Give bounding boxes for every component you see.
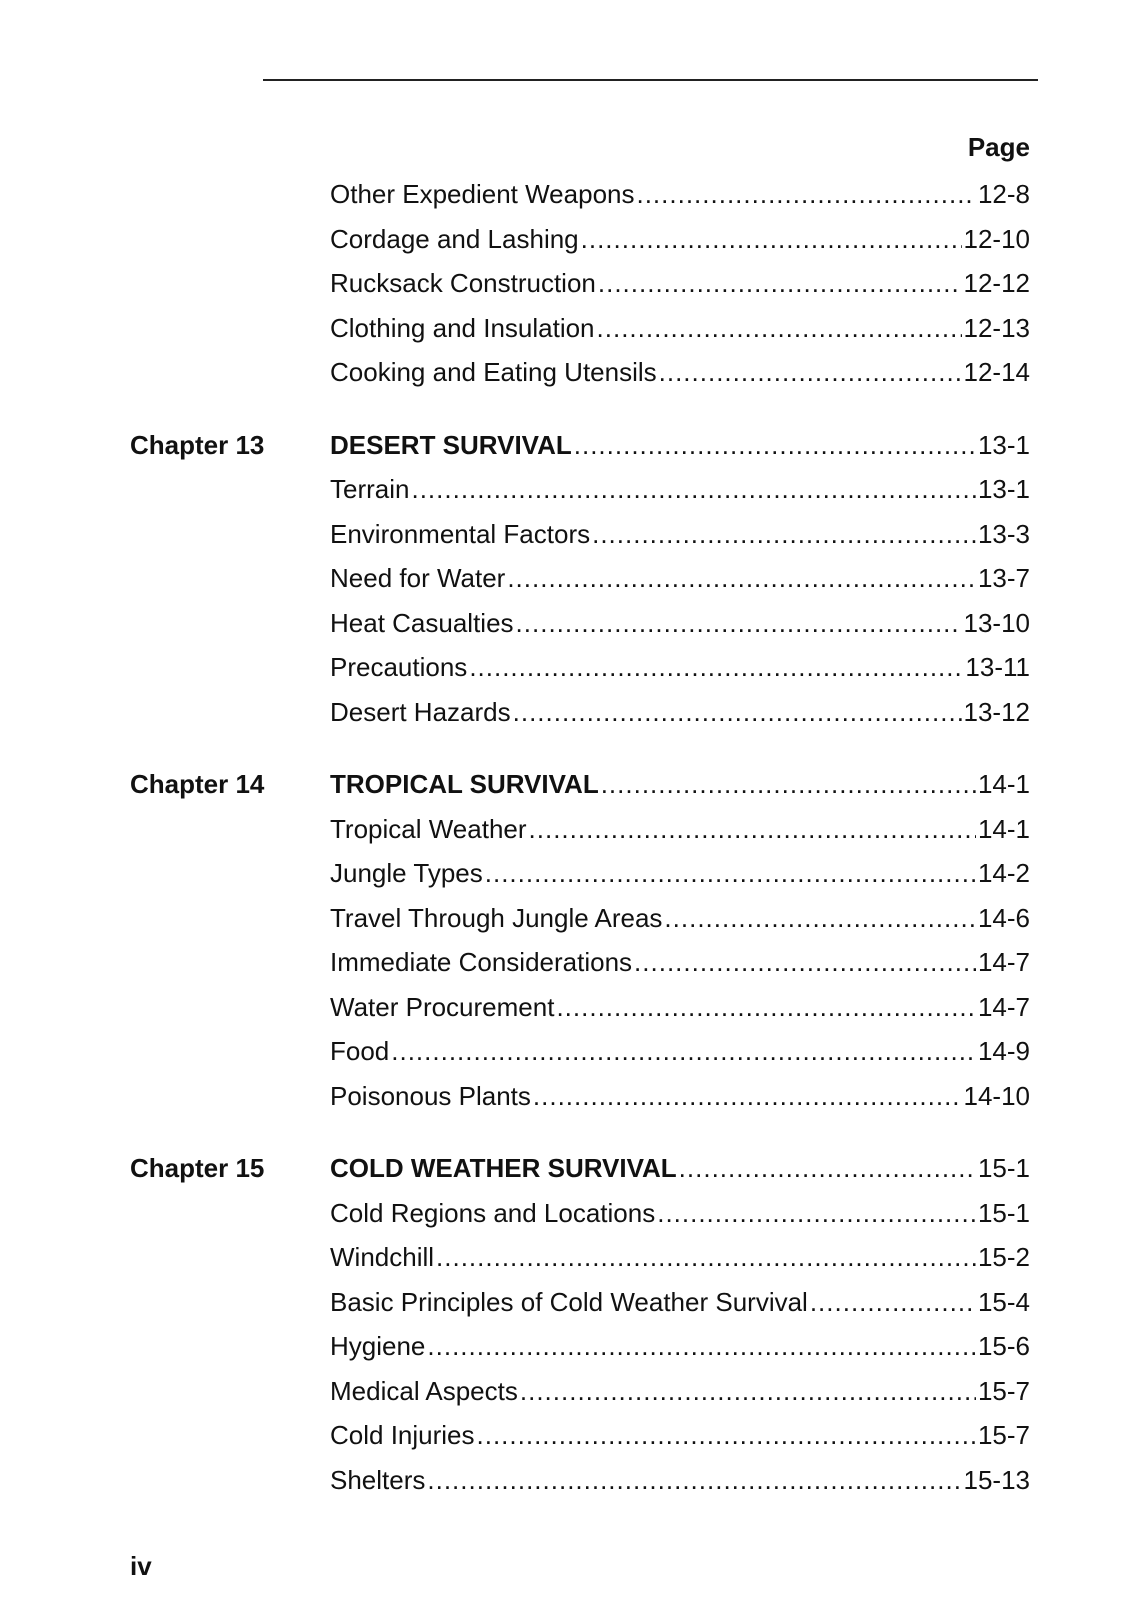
entry-page-number: 15-2 — [977, 1242, 1030, 1272]
entry-page-number: 14-6 — [977, 902, 1030, 933]
entry-title: Poisonous Plants — [330, 1080, 531, 1111]
dot-leader — [659, 350, 962, 395]
entry-title: Basic Principles of Cold Weather Survival — [330, 1286, 808, 1317]
chapter-label: Chapter 15 — [130, 1153, 265, 1183]
dot-leader — [485, 851, 976, 896]
toc-entry[interactable] — [330, 556, 1030, 601]
entry-page-number: 15-1 — [977, 1153, 1030, 1183]
dot-leader — [533, 1074, 962, 1119]
entry-page-number: 12-8 — [977, 179, 1030, 209]
dot-leader — [529, 807, 976, 852]
entry-title: Cooking and Eating Utensils — [330, 357, 657, 387]
entry-page-number: 14-1 — [977, 769, 1030, 799]
dot-leader — [679, 1146, 976, 1191]
dot-leader — [636, 172, 975, 217]
toc-entry[interactable] — [330, 350, 1030, 395]
toc-group — [0, 1146, 1130, 1502]
top-rule — [263, 79, 1038, 81]
entry-page-number: 13-1 — [977, 429, 1030, 460]
dot-leader — [592, 512, 976, 557]
chapter-heading-entry[interactable] — [330, 762, 1030, 807]
entry-title: Travel Through Jungle Areas — [330, 902, 663, 933]
toc-entry[interactable] — [330, 512, 1030, 557]
entry-title: Desert Hazards — [330, 696, 511, 727]
toc-entry[interactable] — [330, 896, 1030, 941]
entry-page-number: 15-6 — [977, 1331, 1030, 1361]
dot-leader — [574, 423, 976, 468]
entry-page-number: 15-7 — [977, 1420, 1030, 1450]
toc-entry[interactable] — [330, 985, 1030, 1030]
entry-title: Cold Regions and Locations — [330, 1197, 656, 1228]
chapter-title: COLD WEATHER SURVIVAL — [330, 1153, 677, 1183]
dot-leader — [598, 261, 962, 306]
entry-page-number: 12-10 — [963, 223, 1030, 254]
entry-page-number: 15-4 — [977, 1286, 1030, 1317]
entry-title: Environmental Factors — [330, 518, 591, 549]
entry-title: Clothing and Insulation — [330, 312, 595, 343]
entry-title: Hygiene — [330, 1331, 426, 1361]
toc-entry[interactable] — [330, 217, 1030, 262]
dot-leader — [469, 645, 963, 690]
chapter-label: Chapter 13 — [130, 429, 265, 460]
chapter-heading-entry[interactable] — [330, 1146, 1030, 1191]
entry-page-number: 14-7 — [977, 991, 1030, 1022]
entry-title: Water Procurement — [330, 991, 555, 1022]
dot-leader — [810, 1280, 976, 1325]
toc-entry[interactable] — [330, 1029, 1030, 1074]
toc-entry[interactable] — [330, 940, 1030, 985]
entry-page-number: 12-14 — [963, 357, 1030, 387]
entry-title: Precautions — [330, 652, 468, 682]
toc-entry[interactable] — [330, 1413, 1030, 1458]
toc-entry[interactable] — [330, 807, 1030, 852]
entry-title: Shelters — [330, 1464, 426, 1495]
entry-page-number: 14-1 — [977, 813, 1030, 844]
dot-leader — [601, 762, 976, 807]
entry-page-number: 13-10 — [963, 607, 1030, 638]
dot-leader — [411, 467, 975, 512]
dot-leader — [556, 985, 976, 1030]
dot-leader — [427, 1324, 976, 1369]
entry-page-number: 12-13 — [963, 312, 1030, 343]
toc-entry[interactable] — [330, 601, 1030, 646]
entry-page-number: 14-10 — [963, 1080, 1030, 1111]
toc-entry[interactable] — [330, 1280, 1030, 1325]
toc-group — [0, 423, 1130, 735]
toc-entry[interactable] — [330, 1074, 1030, 1119]
entry-page-number: 15-7 — [977, 1375, 1030, 1406]
dot-leader — [507, 556, 976, 601]
entry-page-number: 13-1 — [977, 474, 1030, 504]
toc-entry[interactable] — [330, 1235, 1030, 1280]
dot-leader — [436, 1235, 976, 1280]
entry-page-number: 14-7 — [977, 947, 1030, 977]
entry-title: Heat Casualties — [330, 607, 514, 638]
toc-entry[interactable] — [330, 261, 1030, 306]
toc-group — [0, 172, 1130, 395]
entry-title: Windchill — [330, 1242, 435, 1272]
dot-leader — [634, 940, 976, 985]
toc-entry[interactable] — [330, 645, 1030, 690]
toc-entry[interactable] — [330, 1324, 1030, 1369]
dot-leader — [516, 601, 962, 646]
dot-leader — [664, 896, 976, 941]
entry-page-number: 14-2 — [977, 858, 1030, 888]
entry-title: Immediate Considerations — [330, 947, 633, 977]
entry-title: Jungle Types — [330, 858, 483, 888]
chapter-label: Chapter 14 — [130, 769, 265, 799]
entry-page-number: 13-12 — [963, 696, 1030, 727]
toc-entry[interactable] — [330, 1369, 1030, 1414]
entry-title: Need for Water — [330, 563, 506, 593]
dot-leader — [520, 1369, 976, 1414]
chapter-title: DESERT SURVIVAL — [330, 429, 572, 460]
dot-leader — [657, 1191, 976, 1236]
toc-entry[interactable] — [330, 1458, 1030, 1503]
toc-entry[interactable] — [330, 851, 1030, 896]
dot-leader — [427, 1458, 961, 1503]
dot-leader — [391, 1029, 976, 1074]
entry-title: Rucksack Construction — [330, 268, 596, 298]
entry-page-number: 13-3 — [977, 518, 1030, 549]
entry-page-number: 13-7 — [977, 563, 1030, 593]
entry-title: Food — [330, 1036, 390, 1066]
page-number: iv — [130, 1551, 152, 1581]
toc-entry[interactable] — [330, 467, 1030, 512]
dot-leader — [477, 1413, 976, 1458]
entry-title: Terrain — [330, 474, 410, 504]
dot-leader — [513, 690, 962, 735]
entry-title: Cold Injuries — [330, 1420, 475, 1450]
page-column-header: Page — [967, 132, 1030, 162]
toc-entry[interactable] — [330, 1191, 1030, 1236]
entry-page-number: 13-11 — [965, 652, 1030, 682]
toc-entry[interactable] — [330, 306, 1030, 351]
entry-title: Medical Aspects — [330, 1375, 518, 1406]
toc-entry[interactable] — [330, 690, 1030, 735]
entry-page-number: 12-12 — [963, 268, 1030, 298]
toc-entry[interactable] — [330, 172, 1030, 217]
dot-leader — [597, 306, 962, 351]
entry-title: Other Expedient Weapons — [330, 179, 635, 209]
chapter-title: TROPICAL SURVIVAL — [330, 769, 599, 799]
entry-page-number: 15-1 — [977, 1197, 1030, 1228]
entry-page-number: 15-13 — [963, 1464, 1030, 1495]
entry-page-number: 14-9 — [977, 1036, 1030, 1066]
chapter-heading-entry[interactable] — [330, 423, 1030, 468]
table-of-contents — [0, 172, 1130, 1530]
entry-title: Tropical Weather — [330, 813, 527, 844]
dot-leader — [581, 217, 962, 262]
entry-title: Cordage and Lashing — [330, 223, 579, 254]
toc-group — [0, 762, 1130, 1118]
